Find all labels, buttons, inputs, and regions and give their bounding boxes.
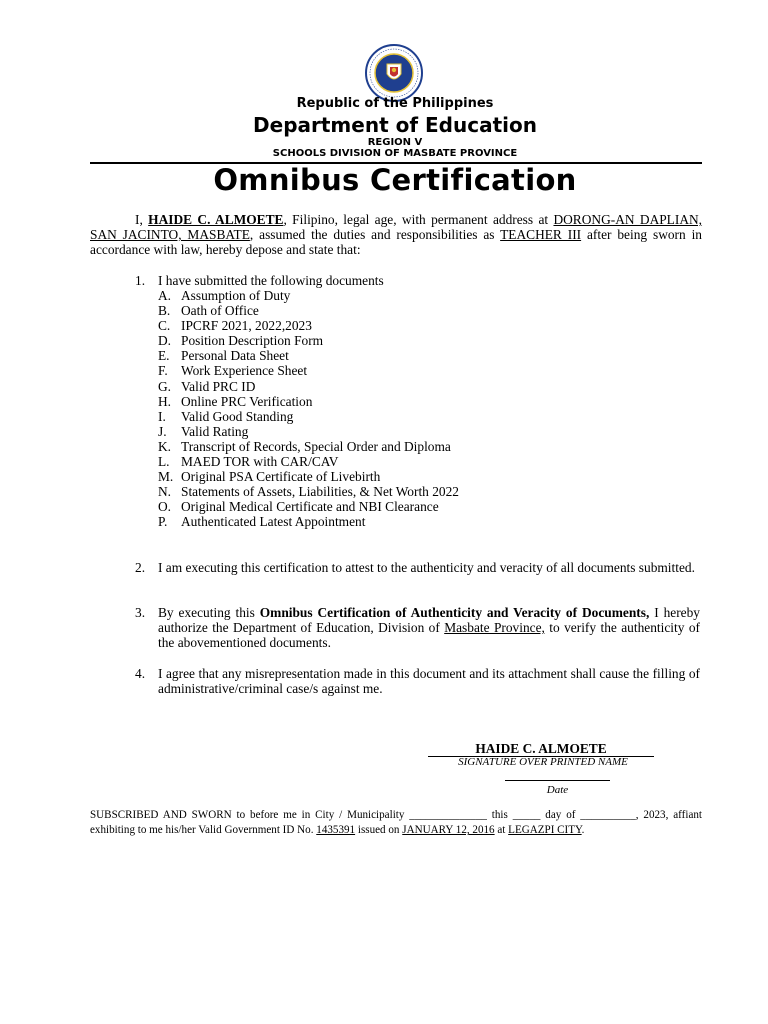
item-number: 1. xyxy=(135,273,146,288)
item-text: I have submitted the following documents xyxy=(158,273,384,288)
intro-text: I, xyxy=(135,212,149,227)
date-line xyxy=(505,780,610,781)
intro-text: , Filipino, legal age, with permanent address at xyxy=(283,212,554,227)
signature-label: SIGNATURE OVER PRINTED NAME xyxy=(458,756,628,768)
item-text: I am executing this certification to attest to the authenticity and veracity of all documents submitted. xyxy=(158,560,695,575)
region-heading: REGION V xyxy=(367,137,423,148)
item-number: 4. xyxy=(135,666,146,681)
list-item: E. Personal Data Sheet xyxy=(158,348,289,364)
list-item: K. Transcript of Records, Special Order and Diploma xyxy=(158,438,451,454)
sworn-statement: SUBSCRIBED AND SWORN to before me in City / Municipality ______________ this _____ day of __________, 2023, affiant exhibiting to me his/her Valid Government ID No. 1435391 issued on JANUARY 12, 2016 at LEGAZPI CITY. xyxy=(90,809,702,837)
intro-text: , assumed the duties and responsibilities as xyxy=(249,227,501,243)
government-id-number: 1435391 xyxy=(316,824,356,837)
list-item: L. MAED TOR with CAR/CAV xyxy=(158,454,339,470)
list-item: P. Authenticated Latest Appointment xyxy=(158,514,366,530)
list-item: O. Original Medical Certificate and NBI Clearance xyxy=(158,499,439,515)
division-heading: SCHOOLS DIVISION OF MASBATE PROVINCE xyxy=(272,148,518,159)
item-text: I agree that any misrepresentation made in this document and its attachment shall cause the filling of administrative/criminal case/s against me. xyxy=(158,666,700,697)
list-item: F. Work Experience Sheet xyxy=(158,363,308,379)
date-label: Date xyxy=(546,784,569,796)
list-item: J. Valid Rating xyxy=(158,423,249,439)
list-item: I. Valid Good Standing xyxy=(158,408,294,424)
certification-name: Omnibus Certification of Authenticity and Veracity of Documents, xyxy=(259,605,650,620)
item-text: By executing this Omnibus Certification of Authenticity and Veracity of Documents, I hereby authorize the Department of Education, Division of Masbate Province, to verify the authenticity of the abovementioned documents. xyxy=(158,605,700,651)
affiant-position: TEACHER III xyxy=(500,227,582,243)
intro-paragraph xyxy=(90,212,702,258)
documents-list xyxy=(158,288,459,530)
deped-seal-icon xyxy=(357,44,431,102)
list-item: H. Online PRC Verification xyxy=(158,393,313,409)
list-item: B. Oath of Office xyxy=(158,303,259,319)
intro-text: after being sworn in accordance with law, hereby depose and state that: xyxy=(90,227,702,258)
signature-name: HAIDE C. ALMOETE xyxy=(428,741,654,757)
list-item: M. Original PSA Certificate of Livebirth xyxy=(158,469,381,485)
affiant-name: HAIDE C. ALMOETE xyxy=(148,212,284,227)
list-item: A. Assumption of Duty xyxy=(158,288,291,303)
item-number: 3. xyxy=(135,605,146,620)
list-item: C. IPCRF 2021, 2022,2023 xyxy=(158,318,312,334)
affiant-address: DORONG-AN DAPLIAN, SAN JACINTO, MASBATE xyxy=(90,212,703,243)
list-item: D. Position Description Form xyxy=(158,333,324,349)
division-name: Masbate Province, xyxy=(444,620,545,636)
item-number: 2. xyxy=(135,560,146,575)
page-title: Omnibus Certification xyxy=(213,163,577,197)
republic-heading: Republic of the Philippines xyxy=(296,96,494,111)
id-issue-date: JANUARY 12, 2016 xyxy=(402,824,495,837)
id-issue-place: LEGAZPI CITY xyxy=(508,824,582,837)
list-item: G. Valid PRC ID xyxy=(158,378,256,394)
list-item: N. Statements of Assets, Liabilities, & Net Worth 2022 xyxy=(158,484,459,500)
department-heading: Department of Education xyxy=(253,113,537,137)
